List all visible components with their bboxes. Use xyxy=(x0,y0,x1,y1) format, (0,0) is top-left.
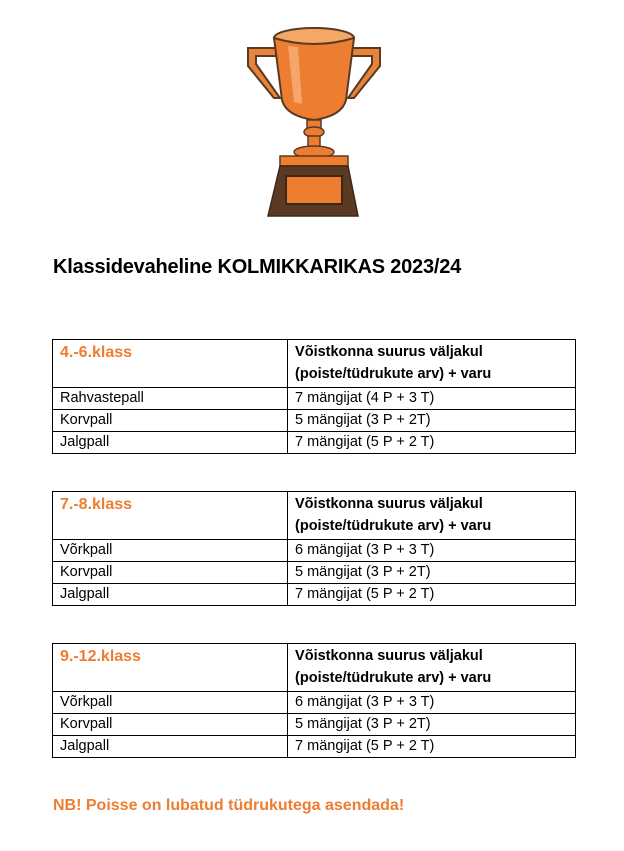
sport-name: Võrkpall xyxy=(53,540,288,562)
table-header-row xyxy=(53,644,576,692)
sport-name: Jalgpall xyxy=(53,736,288,758)
table-header-row xyxy=(53,492,576,540)
team-size: 7 mängijat (5 P + 2 T) xyxy=(288,736,576,758)
team-size: 6 mängijat (3 P + 3 T) xyxy=(288,692,576,714)
table-row xyxy=(53,736,576,758)
team-size: 7 mängijat (5 P + 2 T) xyxy=(288,432,576,454)
table-header-row xyxy=(53,340,576,388)
table-row xyxy=(53,692,576,714)
team-size: 5 mängijat (3 P + 2T) xyxy=(288,410,576,432)
table-row xyxy=(53,584,576,606)
class-table-4-6 xyxy=(52,339,576,454)
sport-name: Jalgpall xyxy=(53,584,288,606)
sport-name: Rahvastepall xyxy=(53,388,288,410)
class-table-9-12 xyxy=(52,643,576,758)
team-size-header-line2: (poiste/tüdrukute arv) + varu xyxy=(295,366,492,382)
class-label: 7.-8.klass xyxy=(53,492,288,540)
team-size: 5 mängijat (3 P + 2T) xyxy=(288,562,576,584)
class-table-7-8 xyxy=(52,491,576,606)
table-row xyxy=(53,388,576,410)
team-size: 7 mängijat (4 P + 3 T) xyxy=(288,388,576,410)
team-size-header-line2: (poiste/tüdrukute arv) + varu xyxy=(295,518,492,534)
team-size-header xyxy=(288,340,576,388)
table-row xyxy=(53,540,576,562)
team-size-header xyxy=(288,644,576,692)
note-text: NB! Poisse on lubatud tüdrukutega asendada! xyxy=(53,797,405,814)
page-title: Klassidevaheline KOLMIKKARIKAS 2023/24 xyxy=(53,256,462,278)
sport-name: Korvpall xyxy=(53,410,288,432)
class-label: 9.-12.klass xyxy=(53,644,288,692)
team-size: 5 mängijat (3 P + 2T) xyxy=(288,714,576,736)
table-row xyxy=(53,562,576,584)
class-label: 4.-6.klass xyxy=(53,340,288,388)
team-size-header-line1: Võistkonna suurus väljakul xyxy=(295,496,483,512)
table-row xyxy=(53,714,576,736)
table-row xyxy=(53,410,576,432)
team-size-header-line2: (poiste/tüdrukute arv) + varu xyxy=(295,670,492,686)
table-row xyxy=(53,432,576,454)
team-size: 6 mängijat (3 P + 3 T) xyxy=(288,540,576,562)
sport-name: Korvpall xyxy=(53,562,288,584)
sport-name: Jalgpall xyxy=(53,432,288,454)
team-size-header-line1: Võistkonna suurus väljakul xyxy=(295,344,483,360)
team-size: 7 mängijat (5 P + 2 T) xyxy=(288,584,576,606)
trophy-icon xyxy=(246,20,382,218)
team-size-header-line1: Võistkonna suurus väljakul xyxy=(295,648,483,664)
sport-name: Võrkpall xyxy=(53,692,288,714)
team-size-header xyxy=(288,492,576,540)
sport-name: Korvpall xyxy=(53,714,288,736)
